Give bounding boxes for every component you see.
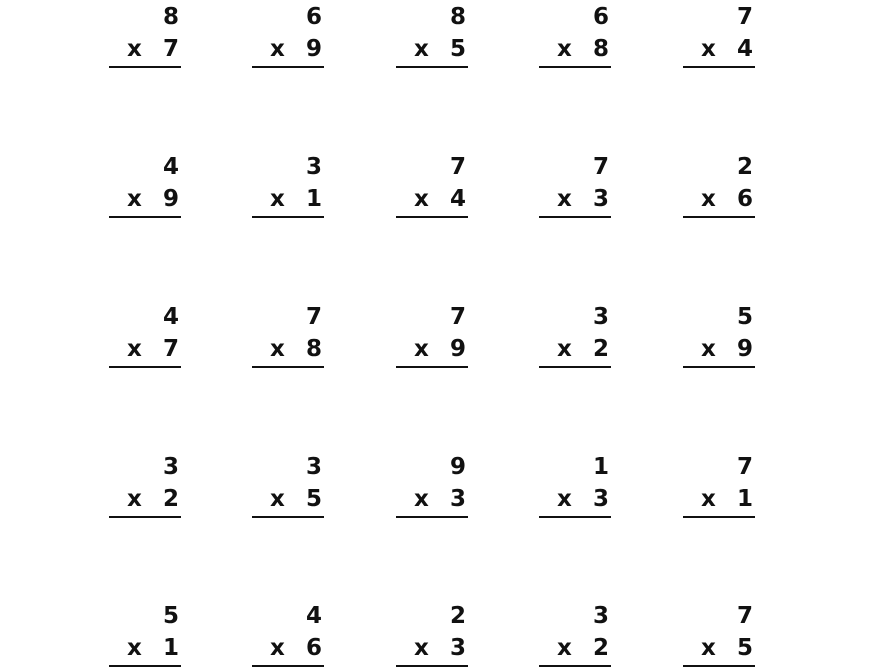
problem-r1-c3 — [396, 2, 470, 64]
multiply-sign: x — [557, 635, 572, 661]
top-number: 4 — [162, 154, 179, 180]
problem-r3-c3 — [396, 302, 470, 364]
bottom-number: 3 — [449, 486, 466, 512]
answer-line — [539, 366, 611, 368]
bottom-number: 9 — [162, 186, 179, 212]
bottom-number: 7 — [162, 36, 179, 62]
multiply-sign: x — [414, 635, 429, 661]
answer-line — [539, 516, 611, 518]
bottom-number: 3 — [592, 486, 609, 512]
top-number: 1 — [592, 454, 609, 480]
bottom-number: 9 — [736, 336, 753, 362]
answer-line — [683, 66, 755, 68]
top-number: 5 — [162, 603, 179, 629]
multiply-sign: x — [127, 336, 142, 362]
problem-r4-c3 — [396, 452, 470, 514]
bottom-number: 1 — [305, 186, 322, 212]
answer-line — [252, 66, 324, 68]
problem-r5-c3 — [396, 601, 470, 663]
bottom-number: 2 — [592, 336, 609, 362]
answer-line — [109, 216, 181, 218]
bottom-number: 9 — [305, 36, 322, 62]
bottom-number: 9 — [449, 336, 466, 362]
answer-line — [109, 516, 181, 518]
answer-line — [683, 216, 755, 218]
answer-line — [396, 366, 468, 368]
multiply-sign: x — [127, 486, 142, 512]
top-number: 3 — [162, 454, 179, 480]
top-number: 5 — [736, 304, 753, 330]
problem-r2-c3 — [396, 152, 470, 214]
multiply-sign: x — [414, 186, 429, 212]
answer-line — [396, 66, 468, 68]
top-number: 3 — [592, 603, 609, 629]
multiply-sign: x — [557, 36, 572, 62]
problem-r1-c2 — [252, 2, 326, 64]
multiply-sign: x — [270, 635, 285, 661]
problem-r4-c5 — [683, 452, 757, 514]
top-number: 7 — [592, 154, 609, 180]
problem-r2-c1 — [109, 152, 183, 214]
multiply-sign: x — [270, 186, 285, 212]
bottom-number: 1 — [162, 635, 179, 661]
problem-r3-c4 — [539, 302, 613, 364]
top-number: 8 — [449, 4, 466, 30]
bottom-number: 2 — [592, 635, 609, 661]
multiply-sign: x — [701, 486, 716, 512]
problem-r2-c5 — [683, 152, 757, 214]
multiply-sign: x — [557, 186, 572, 212]
bottom-number: 5 — [305, 486, 322, 512]
multiply-sign: x — [270, 336, 285, 362]
top-number: 8 — [162, 4, 179, 30]
problem-r4-c4 — [539, 452, 613, 514]
top-number: 7 — [449, 304, 466, 330]
problem-r3-c1 — [109, 302, 183, 364]
problem-r5-c5 — [683, 601, 757, 663]
answer-line — [252, 366, 324, 368]
problem-r1-c1 — [109, 2, 183, 64]
bottom-number: 6 — [305, 635, 322, 661]
top-number: 3 — [592, 304, 609, 330]
problem-r1-c5 — [683, 2, 757, 64]
top-number: 6 — [592, 4, 609, 30]
answer-line — [109, 366, 181, 368]
multiply-sign: x — [127, 635, 142, 661]
problem-r1-c4 — [539, 2, 613, 64]
bottom-number: 7 — [162, 336, 179, 362]
top-number: 7 — [305, 304, 322, 330]
multiply-sign: x — [557, 486, 572, 512]
top-number: 2 — [449, 603, 466, 629]
top-number: 6 — [305, 4, 322, 30]
top-number: 3 — [305, 454, 322, 480]
bottom-number: 5 — [449, 36, 466, 62]
multiply-sign: x — [701, 635, 716, 661]
problem-r5-c1 — [109, 601, 183, 663]
bottom-number: 5 — [736, 635, 753, 661]
multiply-sign: x — [270, 486, 285, 512]
multiply-sign: x — [414, 36, 429, 62]
top-number: 7 — [736, 454, 753, 480]
answer-line — [539, 66, 611, 68]
bottom-number: 2 — [162, 486, 179, 512]
problem-r5-c2 — [252, 601, 326, 663]
bottom-number: 4 — [449, 186, 466, 212]
bottom-number: 3 — [592, 186, 609, 212]
bottom-number: 8 — [305, 336, 322, 362]
top-number: 2 — [736, 154, 753, 180]
multiply-sign: x — [270, 36, 285, 62]
top-number: 7 — [449, 154, 466, 180]
answer-line — [683, 366, 755, 368]
top-number: 3 — [305, 154, 322, 180]
top-number: 7 — [736, 603, 753, 629]
top-number: 7 — [736, 4, 753, 30]
problem-r2-c4 — [539, 152, 613, 214]
multiply-sign: x — [414, 336, 429, 362]
answer-line — [683, 516, 755, 518]
bottom-number: 3 — [449, 635, 466, 661]
problem-r3-c5 — [683, 302, 757, 364]
problem-r2-c2 — [252, 152, 326, 214]
answer-line — [252, 516, 324, 518]
problem-r4-c1 — [109, 452, 183, 514]
multiply-sign: x — [701, 36, 716, 62]
bottom-number: 6 — [736, 186, 753, 212]
top-number: 9 — [449, 454, 466, 480]
bottom-number: 8 — [592, 36, 609, 62]
multiply-sign: x — [557, 336, 572, 362]
answer-line — [396, 516, 468, 518]
multiply-sign: x — [414, 486, 429, 512]
answer-line — [539, 216, 611, 218]
multiply-sign: x — [127, 36, 142, 62]
multiply-sign: x — [701, 336, 716, 362]
problem-r5-c4 — [539, 601, 613, 663]
multiply-sign: x — [701, 186, 716, 212]
top-number: 4 — [162, 304, 179, 330]
bottom-number: 4 — [736, 36, 753, 62]
problem-r4-c2 — [252, 452, 326, 514]
multiply-sign: x — [127, 186, 142, 212]
answer-line — [396, 216, 468, 218]
answer-line — [109, 66, 181, 68]
answer-line — [252, 216, 324, 218]
bottom-number: 1 — [736, 486, 753, 512]
problem-r3-c2 — [252, 302, 326, 364]
top-number: 4 — [305, 603, 322, 629]
